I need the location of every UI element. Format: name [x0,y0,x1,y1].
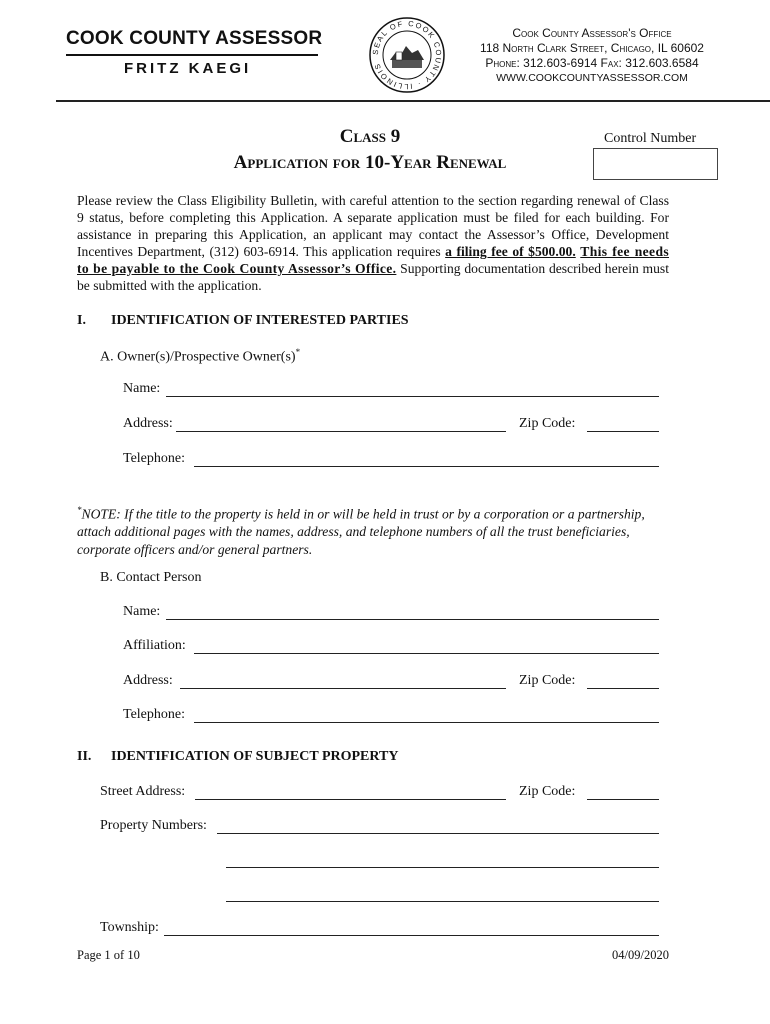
property-numbers-field-2[interactable] [226,867,659,868]
title-class: Class 9 [339,126,401,147]
header-divider [56,100,770,102]
control-number-field[interactable] [593,148,718,180]
contact-telephone-label: Telephone: [123,707,185,722]
brand-subtitle: FRITZ KAEGI [124,60,252,77]
filing-fee-text: a filing fee of $500.00. [445,244,576,259]
contact-affiliation-label: Affiliation: [123,638,186,653]
intro-text-end: Supporting documentation described herein must be submitted with the application. [77,261,669,293]
contact-address-field[interactable] [180,688,506,689]
office-street: 118 North Clark Street, Chicago, IL 60602 [480,41,704,55]
contact-name-label: Name: [123,604,161,619]
office-phone-fax: Phone: 312.603-6914 Fax: 312.603.6584 [485,56,699,70]
contact-affiliation-field[interactable] [194,653,659,654]
intro-paragraph [77,192,669,294]
contact-zip-label: Zip Code: [519,673,576,688]
control-number-label: Control Number [604,131,697,146]
owner-zip-label: Zip Code: [519,416,576,431]
payable-text: This fee needs to be payable to the Cook County Assessor’s Office. [77,244,669,276]
revision-date: 04/09/2020 [612,948,669,962]
owner-name-label: Name: [123,381,161,396]
office-name: Cook County Assessor's Office [512,26,672,40]
page-number: Page 1 of 10 [77,948,140,962]
property-zip-field[interactable] [587,799,659,800]
owner-heading: A. Owner(s)/Prospective Owner(s)* [100,347,301,365]
title-application: Application for 10-Year Renewal [233,152,507,173]
ownership-note: *NOTE: If the title to the property is held in or will be held in trust or by a corporation or a partnership, attach additional pages with the names, address, and telephone numbers of all the trust beneficiaries, corporate officers and/or general partners. [77,505,645,557]
street-address-field[interactable] [195,799,506,800]
contact-zip-field[interactable] [587,688,659,689]
contact-heading: B. Contact Person [100,570,202,585]
section-1-number: I. [77,313,86,328]
township-label: Township: [100,920,159,935]
township-field[interactable] [164,935,659,936]
contact-name-field[interactable] [166,619,659,620]
section-1-heading: IDENTIFICATION OF INTERESTED PARTIES [111,313,409,328]
brand-name: COOK COUNTY ASSESSOR [66,28,323,49]
owner-telephone-field[interactable] [194,466,659,467]
svg-text:SEAL OF COOK COUNTY · ILLINOIS: SEAL OF COOK COUNTY · ILLINOIS [370,18,444,92]
owner-zip-field[interactable] [587,431,659,432]
property-numbers-field-3[interactable] [226,901,659,902]
section-2-heading: IDENTIFICATION OF SUBJECT PROPERTY [111,749,399,764]
owner-address-label: Address: [123,416,173,431]
owner-address-field[interactable] [176,431,506,432]
owner-name-field[interactable] [166,396,659,397]
street-address-label: Street Address: [100,784,186,799]
intro-text: Please review the Class Eligibility Bulletin, with careful attention to the section regarding renewal of Class 9 status, before completing this Application. A separate application must be filed for each building. For assistance in preparing this Application, an applicant may contact the Assessor’s Office, Development Incentives Department, (312) 603-6914. This application requires [77,193,669,259]
contact-address-label: Address: [123,673,173,688]
owner-telephone-label: Telephone: [123,451,185,466]
contact-telephone-field[interactable] [194,722,659,723]
county-seal-icon [368,16,446,94]
property-numbers-label: Property Numbers: [100,818,207,833]
property-numbers-field-1[interactable] [217,833,659,834]
document-title [170,124,570,176]
property-zip-label: Zip Code: [519,784,576,799]
brand-divider [66,54,318,56]
section-2-number: II. [77,749,92,764]
office-address-block [458,26,726,86]
office-website: WWW.COOKCOUNTYASSESSOR.COM [496,72,688,84]
